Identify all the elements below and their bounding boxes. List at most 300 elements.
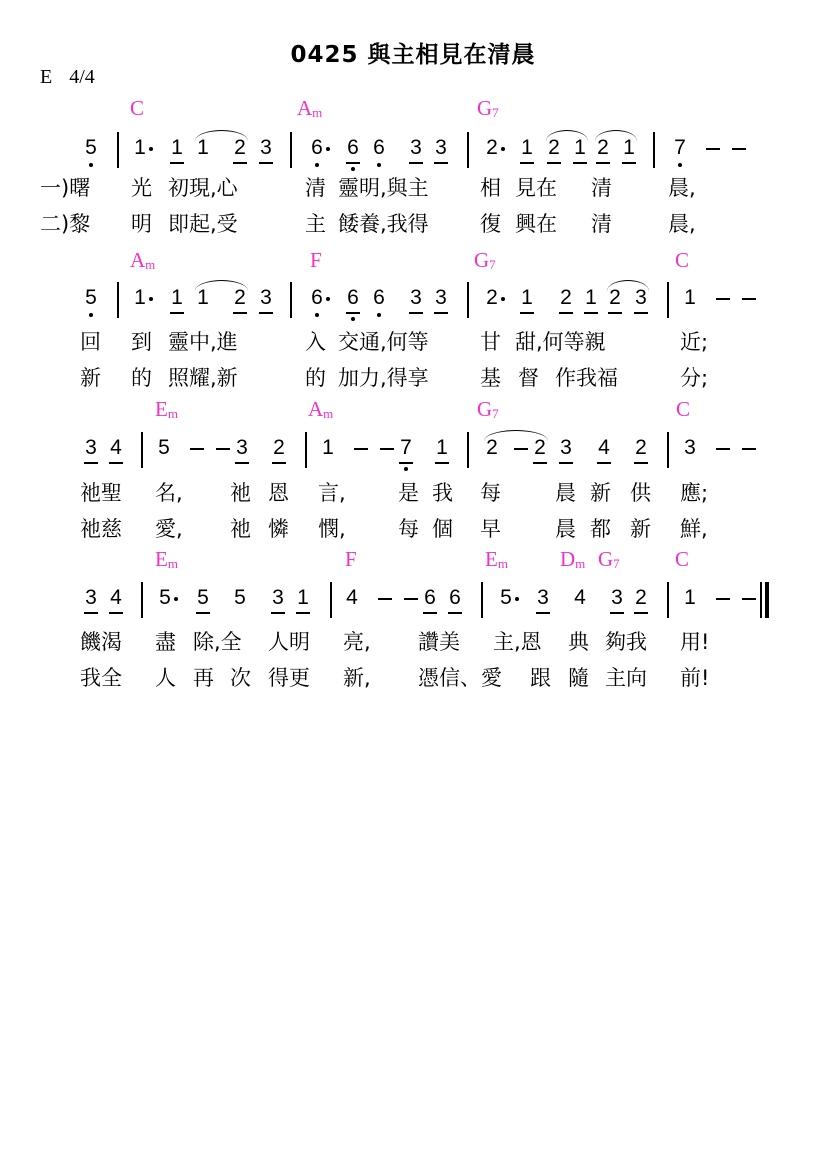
lower-octave-dot: [678, 163, 682, 167]
chord-root: C: [675, 547, 690, 571]
sustain-dash: [706, 148, 720, 150]
chord-root: A: [297, 96, 313, 120]
sustain-dash: [514, 448, 528, 450]
note: [345, 286, 361, 310]
barline: [141, 582, 143, 618]
dotted-note-dot: [149, 297, 153, 301]
lyric-syllable: 憫,: [318, 517, 346, 541]
final-barline-thick: [765, 582, 769, 618]
note: [583, 286, 599, 310]
chord-symbol: [675, 248, 689, 273]
note-digit: 6: [311, 286, 323, 309]
note: [558, 286, 574, 310]
lower-octave-dot: [351, 317, 355, 321]
note: [672, 136, 688, 160]
chord-symbol: [598, 547, 620, 572]
note-digit: 3: [260, 286, 272, 309]
lyric-syllable: 晨: [555, 481, 576, 505]
lyric-syllable: 祂聖: [80, 481, 122, 505]
barline: [305, 432, 307, 468]
note: [309, 136, 325, 160]
lyric-syllable: 個: [432, 517, 453, 541]
chord-symbol: [297, 96, 322, 121]
note: [258, 286, 274, 310]
note-digit: 1: [322, 436, 334, 459]
note-digit: 2: [486, 136, 498, 159]
sustain-dash: [216, 448, 230, 450]
lyric-syllable: 見在: [515, 176, 557, 200]
sustain-dash: [742, 298, 756, 300]
lyric-syllable: 靈中,進: [168, 330, 238, 354]
dotted-note-dot: [174, 597, 178, 601]
eighth-underline: [272, 462, 286, 464]
chord-root: E: [155, 397, 168, 421]
note-digit: 1: [521, 136, 533, 159]
lyric-syllable: 得更: [268, 666, 310, 690]
slur: [484, 430, 548, 441]
key-time-signature: E 4/4: [40, 66, 95, 88]
note-digit: 4: [110, 436, 122, 459]
sustain-dash: [404, 598, 418, 600]
note: [169, 136, 185, 160]
note-digit: 2: [560, 286, 572, 309]
lyric-syllable: 一)曙: [40, 176, 91, 200]
eighth-underline: [271, 612, 285, 614]
chord-root: G: [598, 547, 614, 571]
final-barline-thin: [760, 582, 762, 618]
dotted-note-dot: [326, 297, 330, 301]
chord-root: G: [477, 96, 493, 120]
note-digit: 3: [236, 436, 248, 459]
note: [519, 286, 535, 310]
chord-quality: 7: [492, 105, 499, 120]
eighth-underline: [547, 162, 561, 164]
chord-root: G: [474, 248, 490, 272]
eighth-underline: [259, 162, 273, 164]
note-digit: 2: [534, 436, 546, 459]
eighth-underline: [584, 312, 598, 314]
lyric-syllable: 新: [80, 366, 101, 390]
lower-octave-dot: [377, 163, 381, 167]
note: [408, 136, 424, 160]
note: [156, 436, 172, 460]
lyric-syllable: 光: [131, 176, 152, 200]
eighth-underline: [559, 312, 573, 314]
note-digit: 3: [435, 136, 447, 159]
note: [157, 586, 173, 610]
note-digit: 1: [585, 286, 597, 309]
note: [132, 136, 148, 160]
note-digit: 2: [635, 436, 647, 459]
note-digit: 3: [410, 286, 422, 309]
eighth-underline: [520, 312, 534, 314]
note: [270, 586, 286, 610]
note: [596, 436, 612, 460]
lyric-syllable: 晨,: [668, 212, 696, 236]
note: [309, 286, 325, 310]
eighth-underline: [296, 612, 310, 614]
note: [558, 436, 574, 460]
eighth-underline: [409, 312, 423, 314]
note-digit: 6: [347, 136, 359, 159]
sustain-dash: [716, 448, 730, 450]
eighth-underline: [597, 462, 611, 464]
barline: [117, 282, 119, 318]
eighth-underline: [559, 462, 573, 464]
note: [484, 286, 500, 310]
lyric-syllable: 照耀,新: [168, 366, 238, 390]
note: [484, 136, 500, 160]
chord-symbol: [310, 248, 322, 273]
lyric-syllable: 晨,: [668, 176, 696, 200]
chord-symbol: [485, 547, 508, 572]
note-digit: 3: [260, 136, 272, 159]
chord-root: F: [310, 248, 322, 272]
note-digit: 5: [158, 436, 170, 459]
chord-quality: m: [312, 105, 323, 120]
lyric-syllable: 是: [398, 481, 419, 505]
note-digit: 5: [159, 586, 171, 609]
note-digit: 1: [436, 436, 448, 459]
chord-root: A: [308, 397, 324, 421]
note: [519, 136, 535, 160]
note-digit: 3: [410, 136, 422, 159]
chord-symbol: [560, 547, 585, 572]
eighth-underline: [520, 162, 534, 164]
slur: [607, 280, 649, 291]
lyric-syllable: 作我福: [555, 366, 618, 390]
lyric-syllable: 的: [305, 366, 326, 390]
lower-octave-dot: [315, 313, 319, 317]
chord-quality: m: [167, 556, 178, 571]
eighth-underline: [608, 312, 622, 314]
note-digit: 1: [134, 136, 146, 159]
note-digit: 3: [435, 286, 447, 309]
lyric-syllable: 人明: [268, 630, 310, 654]
note-digit: 4: [574, 586, 586, 609]
lyric-syllable: 祂: [230, 517, 251, 541]
barline: [467, 132, 469, 168]
note-digit: 4: [110, 586, 122, 609]
lyric-syllable: 人: [155, 666, 176, 690]
lyric-syllable: 主: [305, 212, 326, 236]
lyric-syllable: 每: [480, 481, 501, 505]
note-digit: 4: [598, 436, 610, 459]
sustain-dash: [378, 598, 392, 600]
note-digit: 1: [521, 286, 533, 309]
lyric-syllable: 亮,: [343, 630, 371, 654]
chord-symbol: [130, 248, 155, 273]
sustain-dash: [742, 598, 756, 600]
note-digit: 1: [171, 286, 183, 309]
chord-quality: m: [575, 556, 586, 571]
eighth-underline: [634, 612, 648, 614]
lyric-syllable: 近;: [680, 330, 709, 354]
sustain-dash: [190, 448, 204, 450]
note-digit: 2: [486, 436, 498, 459]
chord-symbol: [308, 397, 333, 422]
lyric-syllable: 交通,何等: [338, 330, 429, 354]
note-digit: 3: [85, 586, 97, 609]
barline: [653, 132, 655, 168]
note: [83, 286, 99, 310]
note-digit: 2: [234, 136, 246, 159]
dotted-note-dot: [515, 597, 519, 601]
lyric-syllable: 入: [305, 330, 326, 354]
lyric-syllable: 除,全: [193, 630, 242, 654]
lyric-syllable: 督: [518, 366, 539, 390]
lyric-syllable: 祂慈: [80, 517, 122, 541]
lyric-syllable: 加力,得享: [338, 366, 429, 390]
note: [682, 286, 698, 310]
lower-octave-dot: [377, 313, 381, 317]
lyric-syllable: 餧養,我得: [338, 212, 429, 236]
note-digit: 2: [635, 586, 647, 609]
lyric-syllable: 新: [590, 481, 611, 505]
eighth-underline: [259, 312, 273, 314]
lyric-syllable: 再: [193, 666, 214, 690]
lower-octave-dot: [89, 313, 93, 317]
note: [132, 286, 148, 310]
eighth-underline: [536, 612, 550, 614]
chord-symbol: [474, 248, 496, 273]
chord-root: F: [345, 547, 357, 571]
note-digit: 2: [548, 136, 560, 159]
chord-symbol: [676, 397, 690, 422]
slur: [546, 130, 588, 141]
eighth-underline: [423, 612, 437, 614]
note-digit: 3: [272, 586, 284, 609]
eighth-underline: [346, 312, 360, 314]
lyric-syllable: 的: [131, 366, 152, 390]
note-digit: 2: [273, 436, 285, 459]
note: [371, 136, 387, 160]
barline: [330, 582, 332, 618]
note: [108, 586, 124, 610]
sustain-dash: [380, 448, 394, 450]
lyric-syllable: 讚美: [418, 630, 460, 654]
chord-symbol: [130, 96, 144, 121]
eighth-underline: [233, 312, 247, 314]
note-digit: 3: [537, 586, 549, 609]
note-digit: 2: [234, 286, 246, 309]
lyric-syllable: 恩: [268, 481, 289, 505]
lyric-syllable: 基: [480, 366, 501, 390]
note: [344, 586, 360, 610]
note: [422, 586, 438, 610]
note-digit: 3: [635, 286, 647, 309]
lyric-syllable: 回: [80, 330, 101, 354]
lower-octave-dot: [351, 167, 355, 171]
note: [433, 136, 449, 160]
eighth-underline: [84, 462, 98, 464]
lyric-syllable: 典: [568, 630, 589, 654]
lyric-syllable: 每: [398, 517, 419, 541]
chord-root: E: [485, 547, 498, 571]
note-digit: 4: [346, 586, 358, 609]
chord-quality: m: [145, 257, 156, 272]
note-digit: 7: [674, 136, 686, 159]
lyric-syllable: 主,恩: [493, 630, 542, 654]
chord-root: A: [130, 248, 146, 272]
sustain-dash: [716, 298, 730, 300]
note: [169, 286, 185, 310]
lyric-syllable: 應;: [680, 481, 709, 505]
lyric-syllable: 早: [480, 517, 501, 541]
lyric-syllable: 初現,心: [168, 176, 238, 200]
eighth-underline: [610, 612, 624, 614]
sustain-dash: [716, 598, 730, 600]
note: [633, 586, 649, 610]
note: [195, 586, 211, 610]
note: [345, 136, 361, 160]
eighth-underline: [409, 162, 423, 164]
lyric-syllable: 鮮,: [680, 517, 708, 541]
chord-symbol: [155, 397, 178, 422]
lyric-syllable: 都: [590, 517, 611, 541]
note-digit: 1: [197, 136, 209, 159]
note-digit: 1: [574, 136, 586, 159]
lyric-syllable: 靈明,與主: [338, 176, 429, 200]
lyric-syllable: 分;: [680, 366, 709, 390]
note: [572, 586, 588, 610]
lyric-syllable: 清: [591, 212, 612, 236]
note: [682, 586, 698, 610]
note-digit: 5: [500, 586, 512, 609]
eighth-underline: [346, 162, 360, 164]
chord-root: E: [155, 547, 168, 571]
note: [234, 436, 250, 460]
lyric-syllable: 我: [432, 481, 453, 505]
sustain-dash: [732, 148, 746, 150]
lyric-syllable: 隨: [568, 666, 589, 690]
chord-quality: m: [167, 406, 178, 421]
lyric-syllable: 二)黎: [40, 212, 91, 236]
slur: [595, 130, 637, 141]
note: [434, 436, 450, 460]
note-digit: 7: [400, 436, 412, 459]
eighth-underline: [634, 312, 648, 314]
lyric-syllable: 新: [630, 517, 651, 541]
note-digit: 2: [486, 286, 498, 309]
lyric-syllable: 前!: [680, 666, 710, 690]
note: [398, 436, 414, 460]
note-digit: 2: [609, 286, 621, 309]
eighth-underline: [533, 462, 547, 464]
eighth-underline: [196, 612, 210, 614]
eighth-underline: [109, 612, 123, 614]
note: [682, 436, 698, 460]
note-digit: 1: [197, 286, 209, 309]
barline: [141, 432, 143, 468]
note-digit: 6: [347, 286, 359, 309]
sustain-dash: [742, 448, 756, 450]
lyric-syllable: 用!: [680, 630, 710, 654]
lyric-syllable: 憐: [268, 517, 289, 541]
eighth-underline: [435, 462, 449, 464]
lyric-syllable: 夠我: [605, 630, 647, 654]
note-digit: 5: [85, 286, 97, 309]
note-digit: 6: [424, 586, 436, 609]
note-digit: 2: [597, 136, 609, 159]
barline: [667, 282, 669, 318]
lyric-syllable: 主向: [605, 666, 647, 690]
note: [232, 586, 248, 610]
note: [83, 586, 99, 610]
barline: [467, 432, 469, 468]
dotted-note-dot: [501, 147, 505, 151]
lyric-syllable: 愛,: [155, 517, 183, 541]
sustain-dash: [354, 448, 368, 450]
note: [371, 286, 387, 310]
note: [295, 586, 311, 610]
note-digit: 1: [134, 286, 146, 309]
note-digit: 5: [85, 136, 97, 159]
lower-octave-dot: [315, 163, 319, 167]
note-digit: 6: [373, 136, 385, 159]
lyric-syllable: 供: [630, 481, 651, 505]
note: [108, 436, 124, 460]
eighth-underline: [170, 312, 184, 314]
lower-octave-dot: [89, 163, 93, 167]
lyric-syllable: 明: [131, 212, 152, 236]
note-digit: 6: [449, 586, 461, 609]
barline: [667, 582, 669, 618]
lyric-syllable: 相: [480, 176, 501, 200]
slur: [195, 130, 248, 141]
eighth-underline: [434, 162, 448, 164]
note-digit: 3: [611, 586, 623, 609]
note-digit: 1: [684, 286, 696, 309]
eighth-underline: [573, 162, 587, 164]
note-digit: 1: [171, 136, 183, 159]
barline: [290, 282, 292, 318]
lyric-syllable: 到: [131, 330, 152, 354]
note-digit: 1: [684, 586, 696, 609]
lyric-syllable: 復: [480, 212, 501, 236]
page-title: 0425 與主相見在清晨: [290, 42, 536, 68]
eighth-underline: [399, 462, 413, 464]
chord-symbol: [477, 96, 499, 121]
chord-root: C: [676, 397, 691, 421]
chord-root: C: [675, 248, 690, 272]
lower-octave-dot: [404, 467, 408, 471]
eighth-underline: [170, 162, 184, 164]
barline: [481, 582, 483, 618]
note-digit: 1: [623, 136, 635, 159]
lyric-syllable: 我全: [80, 666, 122, 690]
note-digit: 3: [85, 436, 97, 459]
chord-root: C: [130, 96, 145, 120]
lyric-syllable: 言,: [318, 481, 346, 505]
chord-quality: 7: [489, 257, 496, 272]
note: [633, 436, 649, 460]
note: [447, 586, 463, 610]
lyric-syllable: 盡: [155, 630, 176, 654]
eighth-underline: [596, 162, 610, 164]
lyric-syllable: 興在: [515, 212, 557, 236]
note-digit: 1: [297, 586, 309, 609]
lyric-syllable: 名,: [155, 481, 183, 505]
note: [433, 286, 449, 310]
note-digit: 5: [234, 586, 246, 609]
chord-quality: 7: [613, 556, 620, 571]
note: [535, 586, 551, 610]
eighth-underline: [434, 312, 448, 314]
note-digit: 6: [311, 136, 323, 159]
lyric-syllable: 祂: [230, 481, 251, 505]
note: [320, 436, 336, 460]
